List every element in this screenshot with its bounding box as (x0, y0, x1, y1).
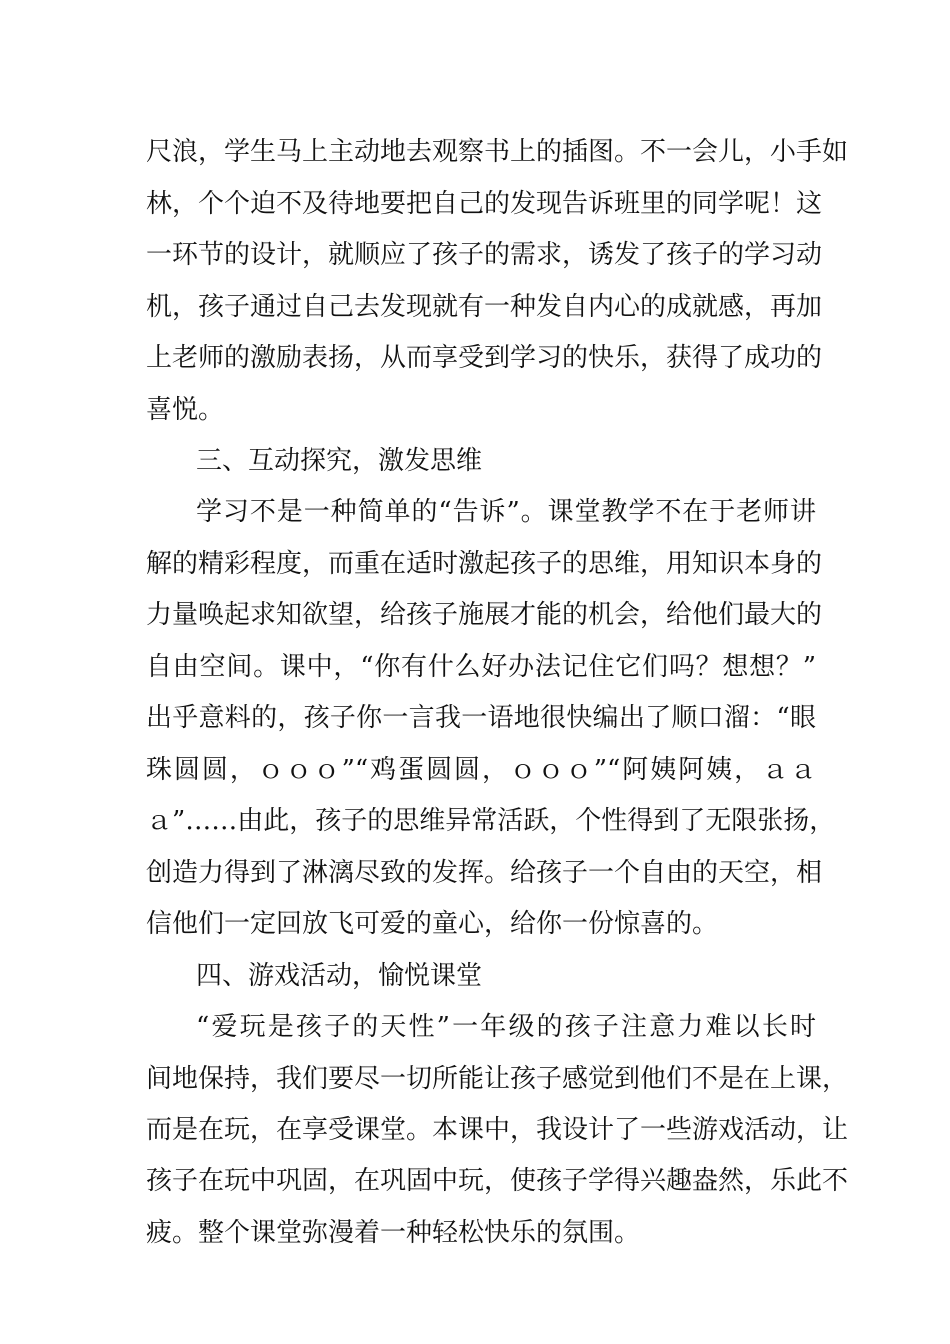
paragraph-line: 上老师的激励表扬，从而享受到学习的快乐，获得了成功的 (146, 343, 823, 373)
paragraph-line: 创造力得到了淋漓尽致的发挥。给孩子一个自由的天空，相 (146, 858, 823, 888)
paragraph-line: 尺浪，学生马上主动地去观察书上的插图。不一会儿，小手如 (146, 137, 849, 167)
paragraph-line: 一环节的设计，就顺应了孩子的需求，诱发了孩子的学习动 (146, 240, 823, 270)
paragraph-line: 喜悦。 (146, 395, 225, 425)
paragraph-line: 力量唤起求知欲望，给孩子施展才能的机会，给他们最大的 (146, 600, 823, 630)
section-heading-3: 三、互动探究，激发思维 (196, 446, 483, 476)
paragraph-line: 间地保持，我们要尽一切所能让孩子感觉到他们不是在上课， (146, 1064, 849, 1094)
paragraph-line: 孩子在玩中巩固，在巩固中玩，使孩子学得兴趣盎然，乐此不 (146, 1166, 849, 1196)
paragraph-line: 疲。整个课堂弥漫着一种轻松快乐的氛围。 (146, 1218, 641, 1248)
paragraph-line: ａ”……由此，孩子的思维异常活跃，个性得到了无限张扬， (146, 806, 836, 836)
paragraph-line: 信他们一定回放飞可爱的童心，给你一份惊喜的。 (146, 909, 719, 939)
paragraph-line: 解的精彩程度，而重在适时激起孩子的思维，用知识本身的 (146, 549, 823, 579)
paragraph-line: 机，孩子通过自己去发现就有一种发自内心的成就感，再加 (146, 292, 823, 322)
paragraph-line: 出乎意料的，孩子你一言我一语地很快编出了顺口溜：“眼 (146, 703, 816, 733)
paragraph-line: 学习不是一种简单的“告诉”。课堂教学不在于老师讲 (196, 497, 816, 527)
section-heading-4: 四、游戏活动，愉悦课堂 (196, 961, 483, 991)
paragraph-line: “爱玩是孩子的天性”一年级的孩子注意力难以长时 (196, 1012, 816, 1042)
paragraph-line: 而是在玩，在享受课堂。本课中，我设计了一些游戏活动，让 (146, 1115, 849, 1145)
paragraph-line: 林，个个迫不及待地要把自己的发现告诉班里的同学呢！这 (146, 189, 823, 219)
paragraph-line: 珠圆圆，ｏｏｏ”“鸡蛋圆圆，ｏｏｏ”“阿姨阿姨，ａａ (146, 755, 816, 785)
paragraph-line: 自由空间。课中，“你有什么好办法记住它们吗？想想？” (146, 652, 816, 682)
